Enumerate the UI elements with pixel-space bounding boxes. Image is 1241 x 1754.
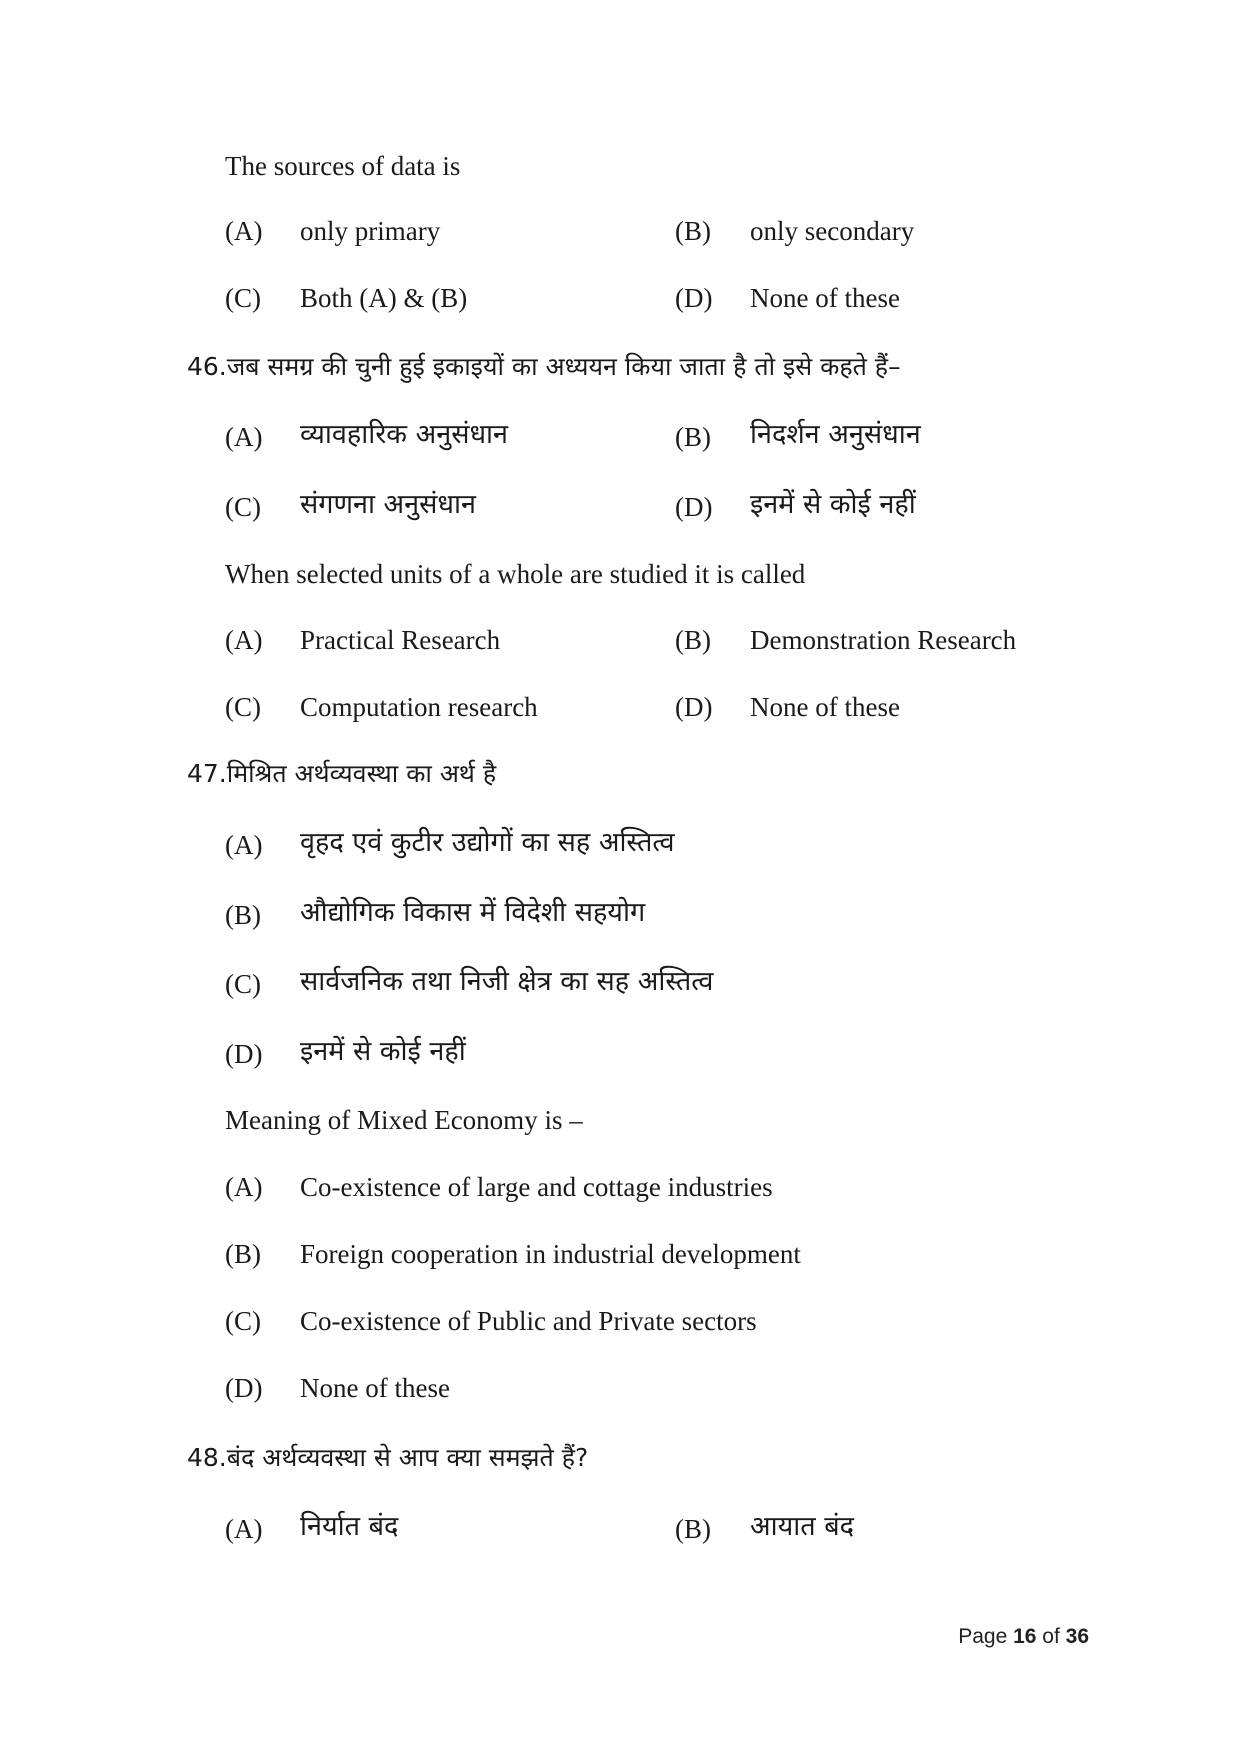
option-label: (A) xyxy=(225,830,263,860)
option-label: (D) xyxy=(675,492,713,522)
option-label: (B) xyxy=(675,422,711,452)
footer-prefix: Page xyxy=(958,1625,1014,1648)
option-label: (A) xyxy=(225,1514,263,1544)
option-text: only secondary xyxy=(750,216,915,246)
option-label: (B) xyxy=(675,625,711,655)
option-text: None of these xyxy=(750,692,900,722)
option-text: वृहद एवं कुटीर उद्योगों का सह अस्तित्व xyxy=(300,827,675,858)
question-stem: When selected units of a whole are studied it is called xyxy=(225,559,806,589)
option-text: व्यावहारिक अनुसंधान xyxy=(300,419,509,450)
option-text: only primary xyxy=(300,216,441,246)
option-label: (C) xyxy=(225,1306,261,1336)
option-label: (C) xyxy=(225,283,261,313)
question-stem: The sources of data is xyxy=(225,151,461,181)
option-label: (A) xyxy=(225,1172,263,1202)
current-page-number: 16 xyxy=(1013,1625,1037,1648)
option-label: (A) xyxy=(225,216,263,246)
option-label: (D) xyxy=(225,1373,263,1403)
option-label: (A) xyxy=(225,422,263,452)
option-text: सार्वजनिक तथा निजी क्षेत्र का सह अस्तित्व xyxy=(300,966,714,997)
option-text: निर्यात बंद xyxy=(300,1511,399,1542)
footer-of: of xyxy=(1036,1625,1066,1648)
option-label: (D) xyxy=(675,283,713,313)
question-stem: 46.जब समग्र की चुनी हुई इकाइयों का अध्ययन किया जाता है तो इसे कहते हैं– xyxy=(187,352,901,381)
option-text: Foreign cooperation in industrial development xyxy=(300,1239,801,1269)
option-label: (B) xyxy=(225,900,261,930)
option-text: संगणना अनुसंधान xyxy=(300,489,476,520)
option-label: (C) xyxy=(225,969,261,999)
option-label: (A) xyxy=(225,625,263,655)
option-text: Co-existence of large and cottage industries xyxy=(300,1172,773,1202)
option-text: इनमें से कोई नहीं xyxy=(300,1036,466,1067)
option-text: None of these xyxy=(750,283,900,313)
option-text: Both (A) & (B) xyxy=(300,283,468,313)
option-text: औद्योगिक विकास में विदेशी सहयोग xyxy=(300,897,646,928)
question-stem: Meaning of Mixed Economy is – xyxy=(225,1105,583,1135)
option-label: (B) xyxy=(675,216,711,246)
option-text: निदर्शन अनुसंधान xyxy=(750,419,921,450)
option-text: Practical Research xyxy=(300,625,501,655)
page-footer xyxy=(958,1625,1089,1649)
option-label: (C) xyxy=(225,492,261,522)
option-label: (D) xyxy=(675,692,713,722)
question-stem: 48.बंद अर्थव्यवस्था से आप क्या समझते हैं? xyxy=(187,1443,589,1472)
option-label: (B) xyxy=(225,1239,261,1269)
option-label: (D) xyxy=(225,1039,263,1069)
option-text: Demonstration Research xyxy=(750,625,1017,655)
option-label: (B) xyxy=(675,1514,711,1544)
option-text: इनमें से कोई नहीं xyxy=(750,489,916,520)
total-page-count: 36 xyxy=(1065,1625,1089,1648)
option-text: None of these xyxy=(300,1373,450,1403)
option-label: (C) xyxy=(225,692,261,722)
option-text: Co-existence of Public and Private sectors xyxy=(300,1306,757,1336)
option-text: Computation research xyxy=(300,692,538,722)
question-stem: 47.मिश्रित अर्थव्यवस्था का अर्थ है xyxy=(187,759,497,788)
option-text: आयात बंद xyxy=(750,1511,854,1542)
